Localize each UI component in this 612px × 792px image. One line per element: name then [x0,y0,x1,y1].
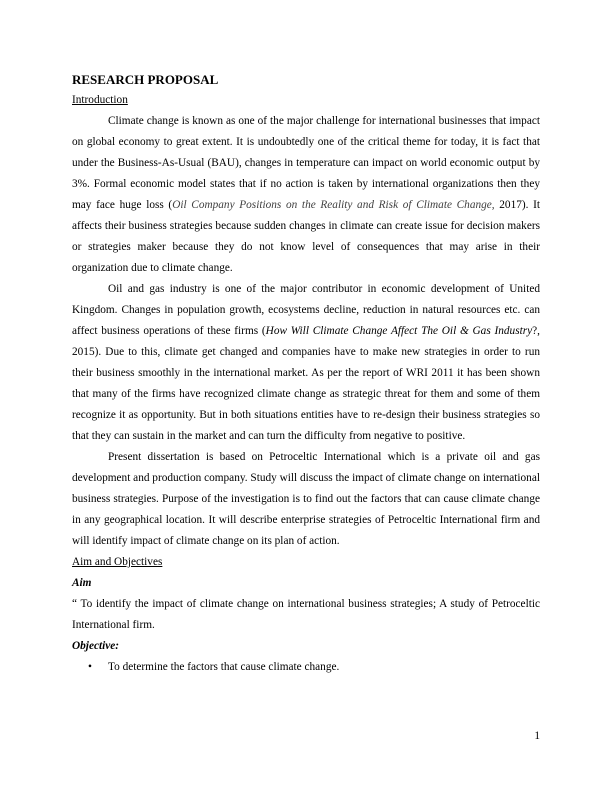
citation-oil-gas-industry: How Will Climate Change Affect The Oil & Gas Industry [265,325,533,337]
paragraph-text: Climate change is known as one of the major challenge for international businesses that impact on global economy to great extent. It is undoubtedly one of the critical theme for today, it is fact that under the Business-As-Usual (BAU), changes in temperature can impact on world economic output by 3%. Formal economic model states that if no action is taken by international organizations then they may face huge loss ( [72,115,540,211]
paragraph-text: Oil and gas industry is one of the major contributor in economic development of United Kingdom. Changes in population growth, ecosystems decline, reduction in natural resources etc. can affect business operations of these firms ( [72,283,540,337]
bullet-icon: • [88,661,92,673]
objective-label: Objective: [72,640,120,652]
citation-oil-company-positions: Oil Company Positions on the Reality and Risk of Climate Change, [172,199,495,211]
document-title: RESEARCH PROPOSAL [72,72,219,87]
paragraph-text: ?, 2015). Due to this, climate get changed and companies have to make new strategies in order to run their business smoothly in the international market. As per the report of WRI 2011 it has been shown that many of the firms have recognized climate change as strategic threat for them and some of them recognize it as opportunity. But in both situations entities have to re-design their business strategies so that they can sustain in the market and can turn the difficulty from negative to positive. [72,325,540,442]
objective-text: To determine the factors that cause climate change. [108,661,340,673]
introduction-heading: Introduction [72,94,128,106]
objectives-list [72,657,540,678]
page-content [72,70,540,678]
paragraph-text: 2017). It affects their business strategies because sudden changes in climate can create issue for decision makers or strategies maker because they do not know level of consequences that may arise in their organization due to climate change. [72,199,541,274]
aims-objectives-heading: Aim and Objectives [72,556,163,568]
introduction-paragraph-2 [72,279,540,447]
objective-item [72,657,540,678]
introduction-paragraph-1 [72,111,540,279]
page-number: 1 [534,730,540,742]
aim-text: “ To identify the impact of climate change on international business strategies; A study of Petroceltic International firm. [72,598,540,631]
introduction-paragraph-3: Present dissertation is based on Petroceltic International which is a private oil and gas development and production company. Study will discuss the impact of climate change on international business strategies. Purpose of the investigation is to find out the factors that can cause climate change in any geographical location. It will describe enterprise strategies of Petroceltic International firm and will identify impact of climate change on its plan of action. [72,451,540,547]
aim-label: Aim [72,577,92,589]
